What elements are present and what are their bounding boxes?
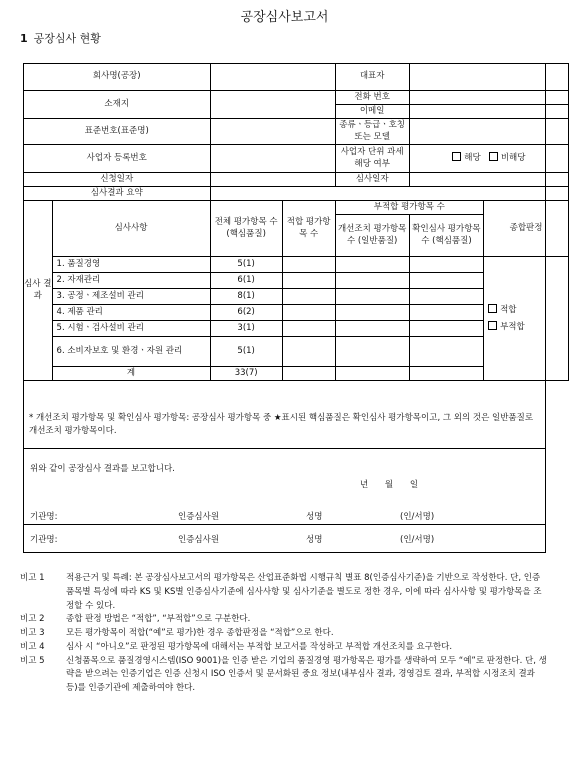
label-tax: 사업자 단위 과세 해당 여부	[335, 145, 409, 173]
report-statement: 위와 같이 공장심사 결과를 보고합니다.	[30, 464, 175, 474]
label-summary: 심사결과 요약	[24, 187, 211, 201]
remark-text: 적용근거 및 특례: 본 공장심사보고서의 평가항목은 산업표준화법 시행규칙 별표 8(인증심사기준)을 기반으로 작성한다. 단, 인증 품목별 특성에 따라 KS 및 KS별 인증심사기준에 심사사항 및 심사기준을 별도로 정한 경우, 이에 따라 심사사항 및 평가항목을 조정할 수 있다.	[66, 573, 542, 611]
signer-1-name: 성명	[306, 512, 323, 522]
remark-item	[20, 655, 548, 696]
label-standard: 표준번호(표준명)	[24, 119, 211, 145]
row-item-5: 5. 시험ㆍ검사설비 관리	[52, 321, 210, 337]
overall-fail-label: 부적합	[500, 321, 525, 332]
sum-total: 33(7)	[210, 367, 282, 381]
side-label-result: 심사 결과	[24, 201, 53, 381]
header-item: 심사사항	[52, 201, 210, 257]
row-total-1: 5(1)	[210, 257, 282, 273]
report-frame	[23, 63, 546, 553]
section-number: 1	[20, 32, 28, 45]
label-ceo: 대표자	[335, 64, 409, 91]
tax-no-label: 비해당	[500, 153, 526, 164]
document-title: 공장심사보고서	[240, 10, 329, 25]
remark-key: 비고 3	[20, 628, 45, 639]
remark-text: 종합 판정 방법은 “적합”, “부적합”으로 구분한다.	[66, 614, 251, 625]
remark-text: 신청품목으로 품질경영시스템(ISO 9001)을 인증 받은 기업의 품질경영 평가항목은 평가를 생략하여 모두 “예”로 판정한다. 단, 생략을 받으려는 인증기업은 인증 신청시 ISO 인증서 및 문서화된 중요 정보(내부심사 결과, 경영검토 결과, 부적합 시정조치 결과 등)를 인증기관에 제출하여야 한다.	[66, 655, 547, 694]
label-email: 이메일	[335, 105, 409, 119]
header-corrective: 개선조치 평가항목 수 (일반품질)	[335, 215, 409, 257]
remark-text: 모든 평가항목이 적합(“예”로 평가)한 경우 종합판정을 “적합”으로 한다.	[66, 628, 334, 639]
remark-key: 비고 2	[20, 614, 45, 625]
signer-1-role: 인증심사원	[178, 512, 220, 522]
row-item-1: 1. 품질경영	[52, 257, 210, 273]
header-pass: 적합 평가항목 수	[282, 201, 335, 257]
report-date[interactable]: 년 월 일	[360, 480, 419, 490]
row-total-2: 6(1)	[210, 273, 282, 289]
section-heading	[20, 30, 101, 46]
tax-yes-label: 해당	[464, 153, 481, 164]
label-address: 소재지	[24, 91, 211, 119]
evaluation-note: * 개선조치 평가항목 및 확인심사 평가항목: 공장심사 평가항목 중 ★표시된 핵심품질은 확인심사 평가항목이고, 그 외의 것은 일반품질로 개선조치 평가항목이다.	[29, 413, 534, 436]
remark-item	[20, 613, 548, 627]
remark-key: 비고 1	[20, 573, 45, 583]
signer-2-org: 기관명:	[30, 535, 58, 545]
row-item-6: 6. 소비자보호 및 환경ㆍ자원 관리	[52, 337, 210, 367]
label-phone: 전화 번호	[335, 91, 409, 105]
signer-2-name: 성명	[306, 535, 323, 545]
label-apply-date: 신청일자	[24, 173, 211, 187]
label-company: 회사명(공장)	[24, 64, 211, 91]
signer-1-sign[interactable]: (인/서명)	[400, 512, 435, 522]
signer-2-sign[interactable]: (인/서명)	[400, 535, 435, 545]
label-bizno: 사업자 등록번호	[24, 145, 211, 173]
remark-text: 심사 시 “아니오”로 판정된 평가항목에 대해서는 부적합 보고서를 작성하고 부적합 개선조치를 요구한다.	[66, 641, 453, 652]
row-total-4: 6(2)	[210, 305, 282, 321]
row-total-6: 5(1)	[210, 337, 282, 367]
remark-item	[20, 627, 548, 641]
label-audit-date: 심사일자	[335, 173, 409, 187]
signer-2-role: 인증심사원	[178, 535, 220, 545]
row-item-3: 3. 공정ㆍ제조설비 관리	[52, 289, 210, 305]
signer-1-org: 기관명:	[30, 512, 58, 522]
row-total-5: 3(1)	[210, 321, 282, 337]
header-overall: 종합판정	[484, 201, 569, 257]
divider	[23, 524, 546, 525]
label-type: 종류ㆍ등급ㆍ호칭 또는 모델	[335, 119, 409, 145]
row-total-3: 8(1)	[210, 289, 282, 305]
divider	[23, 448, 546, 449]
sum-label: 계	[52, 367, 210, 381]
header-recheck: 확인심사 평가항목 수 (핵심품질)	[409, 215, 483, 257]
section-label: 공장심사 현황	[33, 32, 101, 45]
remark-key: 비고 4	[20, 641, 45, 652]
remark-item	[20, 572, 548, 613]
remarks-list	[20, 572, 548, 696]
header-total: 전체 평가항목 수 (핵심품질)	[210, 201, 282, 257]
row-item-2: 2. 자재관리	[52, 273, 210, 289]
remark-key: 비고 5	[20, 655, 45, 666]
header-fail: 부적합 평가항목 수	[335, 201, 484, 215]
row-item-4: 4. 제품 관리	[52, 305, 210, 321]
remark-item	[20, 641, 548, 655]
overall-pass-label: 적합	[500, 304, 517, 315]
